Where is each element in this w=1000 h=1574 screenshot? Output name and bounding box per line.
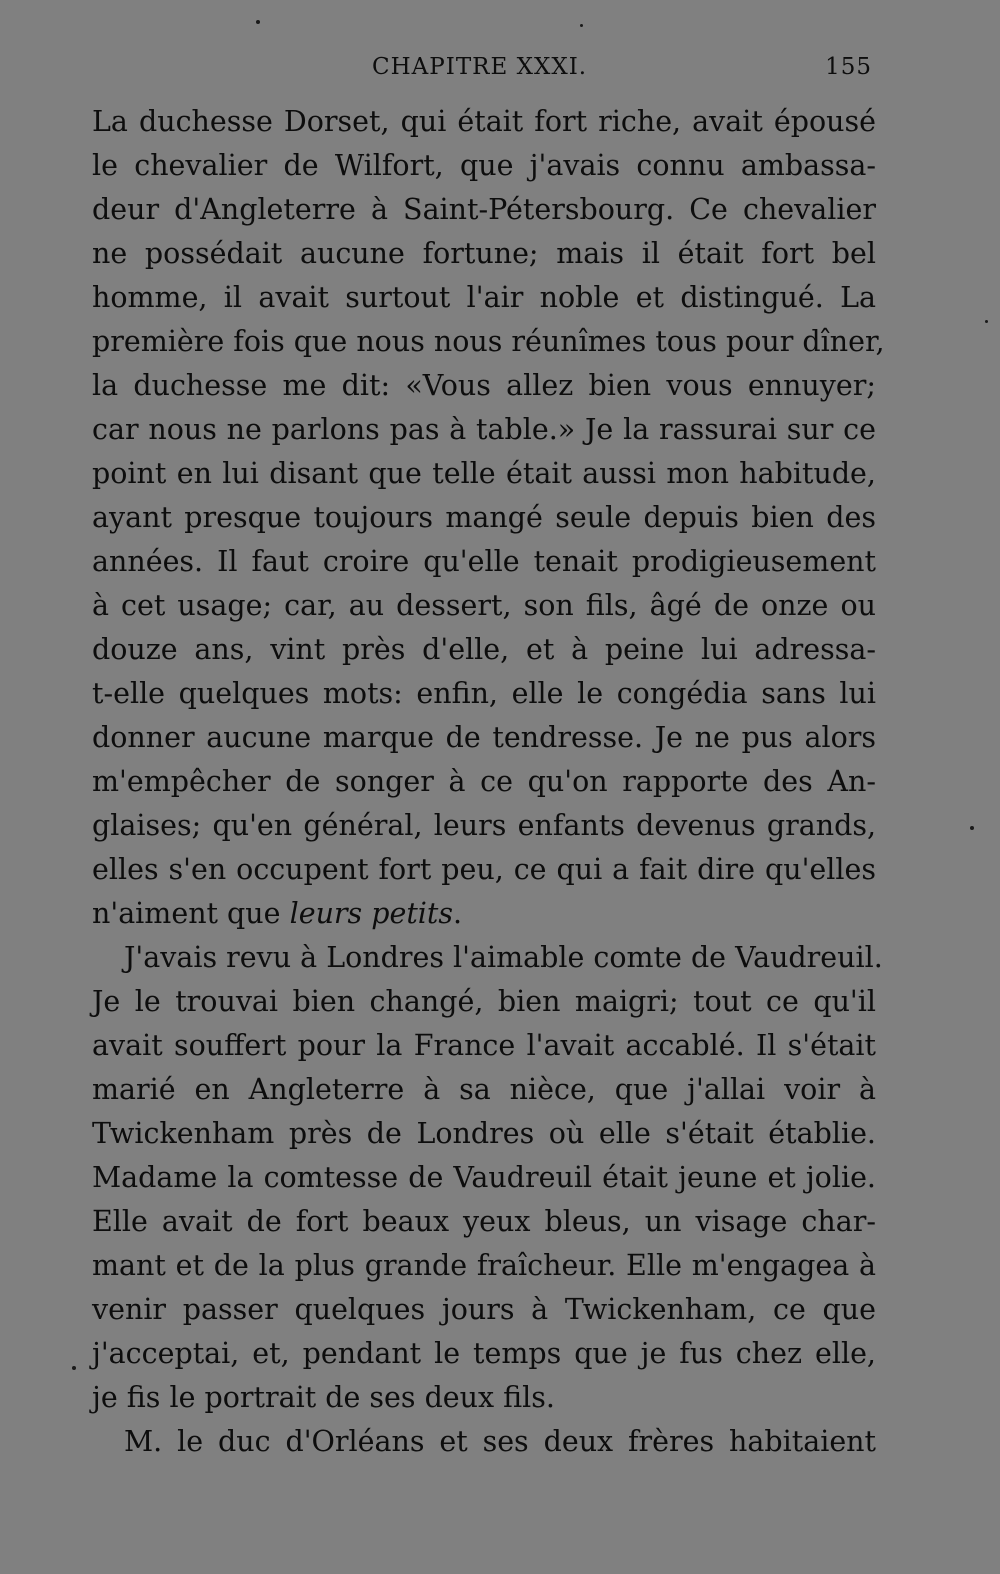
text-line: t-elle quelques mots: enfin, elle le congédia sans lui xyxy=(92,677,876,710)
text-line: j'acceptai, et, pendant le temps que je fus chez elle, xyxy=(92,1337,876,1370)
paragraph-1 xyxy=(92,100,885,936)
text-line: avait souffert pour la France l'avait accablé. Il s'était xyxy=(92,1029,876,1062)
text-line: deur d'Angleterre à Saint-Pétersbourg. Ce chevalier xyxy=(92,193,876,226)
text-line: homme, il avait surtout l'air noble et distingué. La xyxy=(92,281,876,314)
paragraph-3 xyxy=(92,1420,876,1464)
text-line: Twickenham près de Londres où elle s'était établie. xyxy=(92,1117,876,1150)
page-number: 155 xyxy=(825,54,872,80)
text-line: m'empêcher de songer à ce qu'on rapporte des An- xyxy=(92,765,876,798)
text-line: venir passer quelques jours à Twickenham, ce que xyxy=(92,1293,876,1326)
text-line: glaises; qu'en général, leurs enfants devenus grands, xyxy=(92,809,876,842)
text-line: donner aucune marque de tendresse. Je ne pus alors xyxy=(92,721,876,754)
text-line: Madame la comtesse de Vaudreuil était jeune et jolie. xyxy=(92,1161,876,1194)
text-line: marié en Angleterre à sa nièce, que j'allai voir à xyxy=(92,1073,876,1106)
italic-phrase: leurs petits xyxy=(289,897,453,930)
chapter-title: CHAPITRE XXXI. xyxy=(372,54,588,80)
body-text xyxy=(92,100,885,1464)
scan-speck xyxy=(256,20,260,24)
text-line: mant et de la plus grande fraîcheur. Elle m'engagea à xyxy=(92,1249,876,1282)
text-line: années. Il faut croire qu'elle tenait prodigieusement xyxy=(92,545,876,578)
text-line: douze ans, vint près d'elle, et à peine lui adressa- xyxy=(92,633,876,666)
scan-speck xyxy=(72,1366,76,1370)
text-line: à cet usage; car, au dessert, son fils, âgé de onze ou xyxy=(92,589,876,622)
scan-speck xyxy=(580,24,583,27)
text-line-last: je fis le portrait de ses deux fils. xyxy=(92,1381,555,1414)
text-line: Elle avait de fort beaux yeux bleus, un visage char- xyxy=(92,1205,876,1238)
text-line: La duchesse Dorset, qui était fort riche, avait épousé xyxy=(92,105,876,138)
text-run: . xyxy=(453,897,463,930)
text-line: ne possédait aucune fortune; mais il était fort bel xyxy=(92,237,876,270)
paragraph-2 xyxy=(92,936,883,1420)
text-run: n'aiment que xyxy=(92,897,290,930)
text-line-last xyxy=(92,892,876,936)
text-line: Je le trouvai bien changé, bien maigri; tout ce qu'il xyxy=(92,985,876,1018)
scan-speck xyxy=(985,320,988,323)
text-line: le chevalier de Wilfort, que j'avais connu ambassa- xyxy=(92,149,876,182)
text-line-first: J'avais revu à Londres l'aimable comte de Vaudreuil. xyxy=(124,941,883,974)
text-line: ayant presque toujours mangé seule depuis bien des xyxy=(92,501,876,534)
text-line: point en lui disant que telle était aussi mon habitude, xyxy=(92,457,876,490)
text-line: car nous ne parlons pas à table.» Je la rassurai sur ce xyxy=(92,413,876,446)
running-header xyxy=(92,50,876,86)
text-line: première fois que nous nous réunîmes tous pour dîner, xyxy=(92,325,885,358)
text-line: la duchesse me dit: «Vous allez bien vous ennuyer; xyxy=(92,369,876,402)
text-line: elles s'en occupent fort peu, ce qui a fait dire qu'elles xyxy=(92,853,876,886)
text-line-first: M. le duc d'Orléans et ses deux frères habitaient xyxy=(124,1425,876,1458)
scan-speck xyxy=(970,826,974,830)
